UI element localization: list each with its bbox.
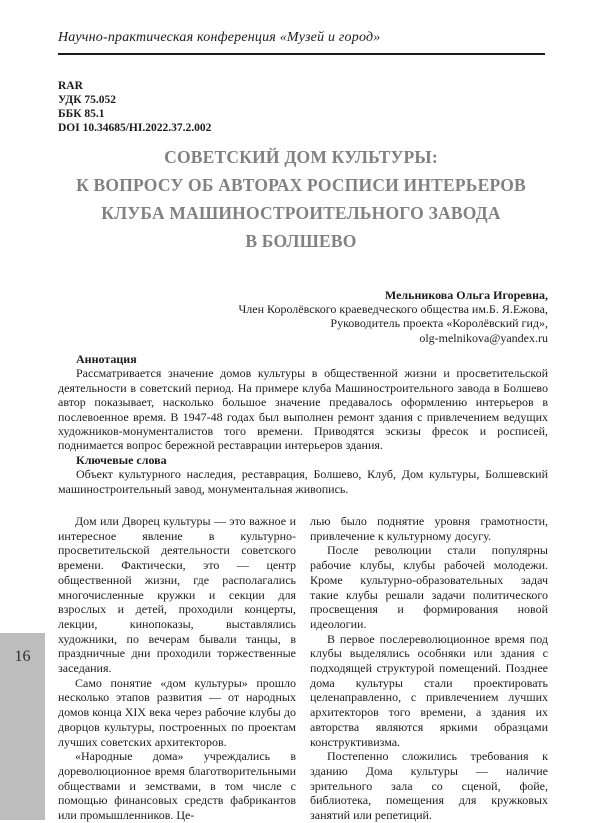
abstract-section [58,352,548,496]
author-affiliation: Член Королёвского краеведческого общества им.Б. Я.Ежова, [238,302,548,317]
abstract-text: Рассматривается значение домов культуры в общественной жизни и просветительской деятельности в советский период. На примере клуба Машиностроительного завода в Болшево автор показывает, насколько большое значение предавалось оформлению интерьеров в послевоенное время. В 1947-48 годах был выполнен ремонт здания с привлечением ведущих художников-монументалистов того времени. Приводятся эскизы фресок и росписей, поднимается вопрос бережной реставрации интерьеров здания. [58,366,548,453]
abstract-heading: Аннотация [76,352,137,366]
page-margin-bar [0,633,45,820]
title-line: СОВЕТСКИЙ ДОМ КУЛЬТУРЫ: [164,147,438,167]
keywords-text: Объект культурного наследия, реставрация, Болшево, Клуб, Дом культуры, Болшевский машиностроительный завод, монументальная живопись. [58,467,548,496]
title-line: К ВОПРОСУ ОБ АВТОРАХ РОСПИСИ ИНТЕРЬЕРОВ [76,175,526,195]
body-paragraph: Само понятие «дом культуры» прошло несколько этапов развития — от народных домов конца XIX века через рабочие клубы до дворцов культуры, построенных по проектам лучших советских архитекторов. [58,675,296,749]
body-paragraph: лью было поднятие уровня грамотности, привлечение к культурному досугу. [310,514,548,543]
body-paragraph: В первое послереволюционное время под клубы выделялись особняки или здания с подходящей структурой помещений. Позднее дома культуры стали проектировать целенаправленно, с привлечением лучших архитекторов того времени, а здания их авторства являются яркими образцами конструктивизма. [310,631,548,749]
meta-rar: RAR [58,80,83,92]
body-paragraph: «Народные дома» учреждались в дореволюционное время благотворительными обществами и земствами, в том числе с помощью финансовых средств фабрикантов или промышленников. Це- [58,749,296,823]
page-number: 16 [14,648,31,665]
title-line: В БОЛШЕВО [245,231,357,251]
meta-udk: УДК 75.052 [58,94,117,106]
running-header: Научно-практическая конференция «Музей и город» [58,30,545,55]
author-email: olg-melnikova@yandex.ru [419,330,548,345]
keywords-heading: Ключевые слова [76,452,167,467]
body-paragraph: После революции стали популярны рабочие клубы, клубы рабочей молодежи. Кроме культурно-образовательных задач такие клубы решали задачи политического просвещения и формирования новой идеологии. [310,543,548,631]
article-title [55,143,547,255]
meta-bbk: ББК 85.1 [58,108,105,120]
author-name: Мельникова Ольга Игоревна, [384,288,548,302]
meta-doi: DOI 10.34685/HI.2022.37.2.002 [58,122,212,134]
body-columns [58,514,548,823]
body-paragraph: Дом или Дворец культуры — это важное и интересное явление в культурно-просветительской деятельности советского времени. Фактически, это — центр общественной жизни, где располагались многочисленные кружки и секции для взрослых и детей, проходили концерты, лекции, кинопоказы, выставлялись художники, по вечерам бывали танцы, в праздничные дни проходили торжественные заседания. [58,514,296,676]
body-paragraph: Постепенно сложились требования к зданию Дома культуры — наличие зрительного зала со сценой, фойе, библиотека, помещения для кружковых занятий или репетиций. [310,749,548,823]
title-line: КЛУБА МАШИНОСТРОИТЕЛЬНОГО ЗАВОДА [101,203,501,223]
author-block [58,288,548,345]
article-metadata [58,79,211,135]
right-column [310,514,548,823]
left-column [58,514,296,823]
author-affiliation: Руководитель проекта «Королёвский гид», [330,316,548,331]
